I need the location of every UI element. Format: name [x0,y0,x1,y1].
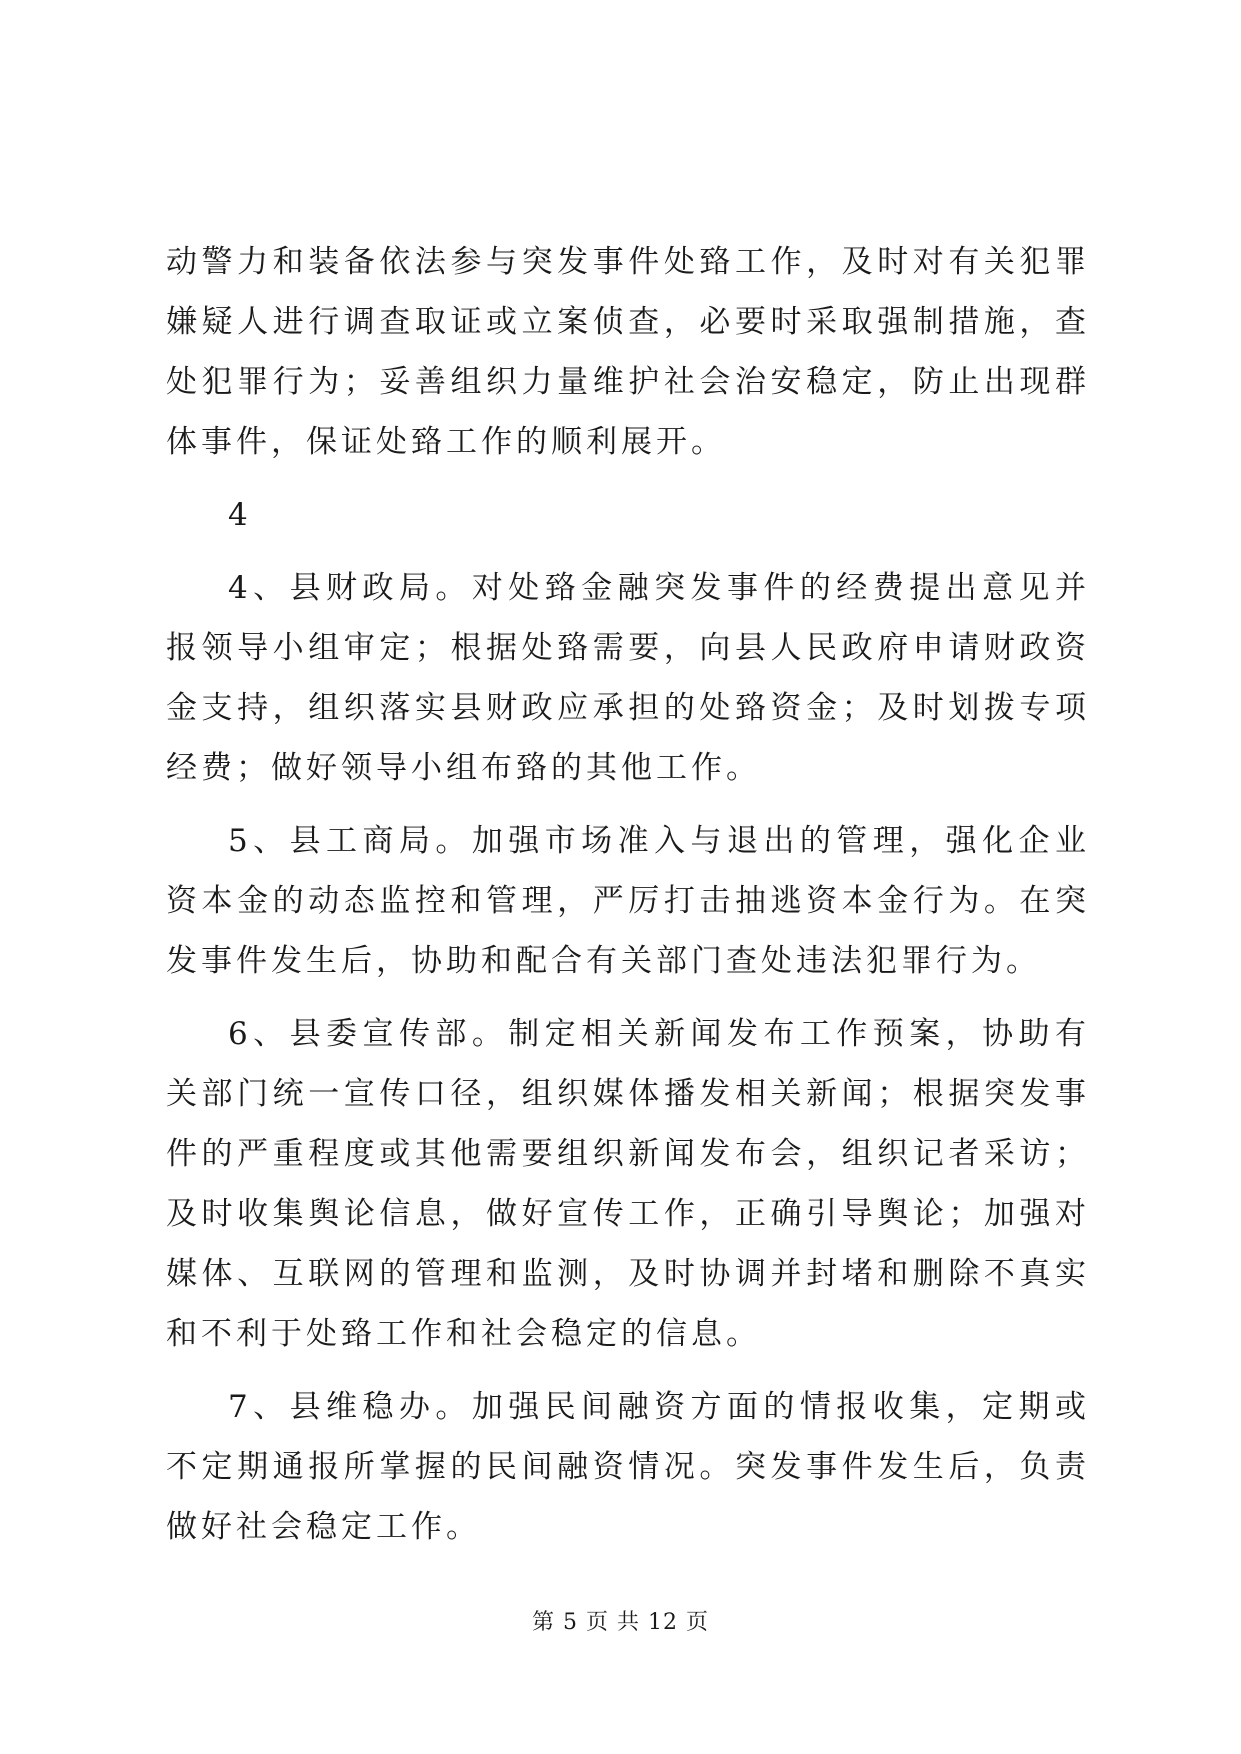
paragraph-finance-bureau: 4、县财政局。对处臵金融突发事件的经费提出意见并报领导小组审定；根据处臵需要，向县人民政府申请财政资金支持，组织落实县财政应承担的处臵资金；及时划拨专项经费；做好领导小组布臵的其他工作。 [166,570,1090,786]
paragraph-publicity-department: 6、县委宣传部。制定相关新闻发布工作预案，协助有关部门统一宣传口径，组织媒体播发相关新闻；根据突发事件的严重程度或其他需要组织新闻发布会，组织记者采访；及时收集舆论信息，做好宣传工作，正确引导舆论；加强对媒体、互联网的管理和监测，及时协调并封堵和删除不真实和不利于处臵工作和社会稳定的信息。 [166,1016,1090,1352]
paragraph-commerce-bureau: 5、县工商局。加强市场准入与退出的管理，强化企业资本金的动态监控和管理，严厉打击抽逃资本金行为。在突发事件发生后，协助和配合有关部门查处违法犯罪行为。 [166,823,1090,979]
paragraph-stability-office: 7、县维稳办。加强民间融资方面的情报收集，定期或不定期通报所掌握的民间融资情况。突发事件发生后，负责做好社会稳定工作。 [166,1389,1090,1545]
paragraph-number-4: 4 [228,497,252,533]
page-footer: 第 5 页 共 12 页 [532,1610,709,1635]
paragraph-continuation: 动警力和装备依法参与突发事件处臵工作，及时对有关犯罪嫌疑人进行调查取证或立案侦查，必要时采取强制措施，查处犯罪行为；妥善组织力量维护社会治安稳定，防止出现群体事件，保证处臵工作的顺利展开。 [166,244,1090,460]
document-body [166,232,1090,1570]
